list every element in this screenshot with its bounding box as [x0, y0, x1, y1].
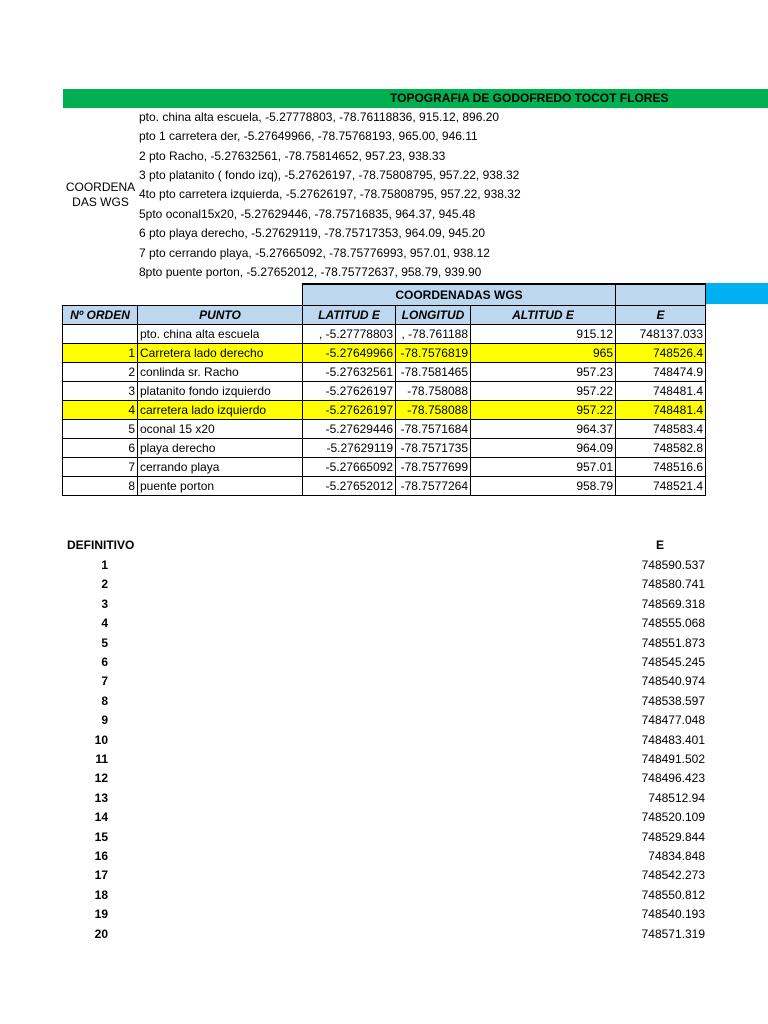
- cell-lon: -78.758088: [396, 382, 471, 401]
- list-item-number: 4: [101, 616, 108, 631]
- list-item: [63, 731, 705, 750]
- cell-punto: oconal 15 x20: [138, 420, 303, 439]
- list-item: [63, 595, 705, 614]
- list-item-number: 18: [94, 887, 108, 902]
- table-row: [63, 420, 706, 439]
- list-item-number: 12: [94, 771, 108, 786]
- list-item: [63, 634, 705, 653]
- cell-alt: 964.09: [471, 439, 616, 458]
- list-item-value: 748590.537: [641, 558, 705, 572]
- coord-line: pto 1 carretera der, -5.27649966, -78.75768193, 965.00, 946.11: [139, 129, 478, 143]
- list-item-value: 748540.193: [641, 907, 705, 922]
- list-item-value: 748491.502: [641, 752, 705, 766]
- cell-lon: -78.7571684: [396, 420, 471, 439]
- list-item-number: 15: [94, 829, 108, 844]
- table-row: [63, 439, 706, 458]
- list-item-value: 748542.273: [641, 868, 705, 883]
- cell-e: 748582.8: [616, 439, 706, 458]
- cell-e: 748521.4: [616, 477, 706, 496]
- list-item-number: 1: [101, 558, 108, 572]
- cell-e: 748481.4: [616, 401, 706, 420]
- cell-e: 748526.4: [616, 344, 706, 363]
- list-item: [63, 789, 705, 808]
- cell-punto: pto. china alta escuela: [138, 325, 303, 344]
- coord-line: pto. china alta escuela, -5.27778803, -78.76118836, 915.12, 896.20: [139, 110, 500, 124]
- table-row: [63, 382, 706, 401]
- cell-alt: 965: [471, 344, 616, 363]
- cell-orden: 5: [63, 420, 138, 439]
- cell-lat: , -5.27778803: [303, 325, 396, 344]
- definitivo-label: DEFINITIVO: [67, 538, 135, 552]
- cell-lon: -78.7571735: [396, 439, 471, 458]
- list-item: [63, 925, 705, 944]
- coord-line: 6 pto playa derecho, -5.27629119, -78.75717353, 964.09, 945.20: [139, 226, 486, 240]
- list-item-number: 11: [95, 752, 108, 766]
- list-item-value: 748545.245: [641, 655, 705, 669]
- cell-orden: 3: [63, 382, 138, 401]
- col-header-e: E: [616, 306, 706, 325]
- cell-lon: -78.7576819: [396, 344, 471, 363]
- list-item-value: 748555.068: [641, 616, 705, 631]
- list-item: [63, 672, 705, 691]
- list-item: [63, 692, 705, 711]
- table-header-row: [63, 306, 706, 325]
- coordinates-table: [62, 283, 706, 496]
- cell-punto: playa derecho: [138, 439, 303, 458]
- list-item-number: 2: [101, 577, 108, 592]
- list-item-number: 7: [101, 674, 108, 689]
- cell-lat: -5.27629446: [303, 420, 396, 439]
- list-item: [63, 750, 705, 769]
- coord-line: 3 pto platanito ( fondo izq), -5.27626197, -78.75808795, 957.22, 938.32: [139, 168, 520, 182]
- cell-punto: Carretera lado derecho: [138, 344, 303, 363]
- cell-e: 748516.6: [616, 458, 706, 477]
- list-item-value: 748580.741: [641, 577, 705, 592]
- cell-lon: -78.7577264: [396, 477, 471, 496]
- list-item-value: 748538.597: [641, 693, 705, 708]
- list-item-number: 13: [94, 790, 108, 805]
- cell-punto: platanito fondo izquierdo: [138, 382, 303, 401]
- list-item-number: 3: [101, 596, 108, 611]
- list-item-number: 20: [94, 926, 108, 941]
- list-item-number: 17: [94, 868, 108, 883]
- table-row: [63, 344, 706, 363]
- list-item-number: 19: [94, 907, 108, 922]
- cell-lat: -5.27649966: [303, 344, 396, 363]
- list-item: [63, 886, 705, 905]
- list-item-number: 10: [94, 732, 108, 747]
- list-item-value: 748483.401: [641, 732, 705, 747]
- list-item: [63, 575, 705, 594]
- cell-e: 748474.9: [616, 363, 706, 382]
- list-item-value: 748551.873: [641, 635, 705, 650]
- list-item-number: 5: [101, 635, 108, 650]
- cell-punto: cerrando playa: [138, 458, 303, 477]
- list-item: [63, 808, 705, 827]
- col-header-orden: Nº ORDEN: [63, 306, 138, 325]
- list-item: [63, 828, 705, 847]
- list-item: [63, 711, 705, 730]
- page-title: TOPOGRAFIA DE GODOFREDO TOCOT FLORES: [390, 91, 669, 105]
- cell-alt: 958.79: [471, 477, 616, 496]
- coord-line: 7 pto cerrando playa, -5.27665092, -78.75776993, 957.01, 938.12: [139, 246, 490, 260]
- cell-lon: , -78.761188: [396, 325, 471, 344]
- cell-punto: carretera lado izquierdo: [138, 401, 303, 420]
- list-item: [63, 847, 705, 866]
- list-item: [63, 769, 705, 788]
- cell-orden: 1: [63, 344, 138, 363]
- col-header-altitud: ALTITUD E: [471, 306, 616, 325]
- cell-e: 748481.4: [616, 382, 706, 401]
- cell-orden: [63, 325, 138, 344]
- list-item-value: 748550.812: [641, 887, 705, 902]
- cell-lat: -5.27665092: [303, 458, 396, 477]
- cell-punto: conlinda sr. Racho: [138, 363, 303, 382]
- table-row: [63, 401, 706, 420]
- cell-e: 748583.4: [616, 420, 706, 439]
- cell-alt: 915.12: [471, 325, 616, 344]
- list-item-number: 9: [101, 713, 108, 728]
- list-item: [63, 866, 705, 885]
- coord-line: 4to pto carretera izquierda, -5.27626197, -78.75808795, 957.22, 938.32: [139, 187, 521, 201]
- cell-orden: 2: [63, 363, 138, 382]
- col-header-punto: PUNTO: [138, 306, 303, 325]
- list-item-value: 748569.318: [641, 596, 705, 611]
- table-row: [63, 458, 706, 477]
- table-group-header-row: [63, 284, 706, 306]
- cell-lat: -5.27626197: [303, 401, 396, 420]
- group-header-wgs: COORDENADAS WGS: [303, 284, 616, 306]
- col-header-latitud: LATITUD E: [303, 306, 396, 325]
- list-item-number: 16: [94, 849, 108, 863]
- cell-lon: -78.7577699: [396, 458, 471, 477]
- cell-alt: 957.01: [471, 458, 616, 477]
- definitivo-e-label: E: [656, 538, 665, 552]
- list-item: [63, 653, 705, 672]
- cell-lon: -78.758088: [396, 401, 471, 420]
- list-item-value: 748477.048: [641, 713, 705, 728]
- coord-line: 5pto oconal15x20, -5.27629446, -78.75716835, 964.37, 945.48: [139, 207, 476, 221]
- cell-alt: 957.23: [471, 363, 616, 382]
- list-item-number: 8: [101, 693, 108, 708]
- cell-e: 748137.033: [616, 325, 706, 344]
- cell-lat: -5.27629119: [303, 439, 396, 458]
- cell-lat: -5.27626197: [303, 382, 396, 401]
- coord-line: 2 pto Racho, -5.27632561, -78.75814652, 957.23, 938.33: [139, 149, 446, 163]
- list-item: [63, 905, 705, 924]
- coordinates-label: [63, 180, 138, 210]
- cell-lat: -5.27652012: [303, 477, 396, 496]
- list-item-value: 74834.848: [648, 849, 705, 863]
- list-item-value: 748520.109: [641, 810, 705, 825]
- col-header-longitud: LONGITUD: [396, 306, 471, 325]
- cell-lon: -78.7581465: [396, 363, 471, 382]
- list-item-number: 14: [94, 810, 108, 825]
- list-item-value: 748529.844: [641, 829, 705, 844]
- list-item-value: 748496.423: [641, 771, 705, 786]
- cell-lat: -5.27632561: [303, 363, 396, 382]
- list-item-value: 748512.94: [648, 790, 705, 805]
- cell-orden: 6: [63, 439, 138, 458]
- table-row: [63, 363, 706, 382]
- cell-alt: 957.22: [471, 382, 616, 401]
- cell-orden: 8: [63, 477, 138, 496]
- table-row: [63, 477, 706, 496]
- cell-alt: 964.37: [471, 420, 616, 439]
- cell-orden: 4: [63, 401, 138, 420]
- cell-punto: puente porton: [138, 477, 303, 496]
- list-item: [63, 614, 705, 633]
- cell-orden: 7: [63, 458, 138, 477]
- header-accent-strip: [705, 283, 768, 304]
- cell-alt: 957.22: [471, 401, 616, 420]
- list-item-value: 748571.319: [641, 926, 705, 941]
- coord-line: 8pto puente porton, -5.27652012, -78.75772637, 958.79, 939.90: [139, 265, 482, 279]
- list-item: [63, 556, 705, 575]
- list-item-number: 6: [101, 655, 108, 669]
- table-row: [63, 325, 706, 344]
- list-item-value: 748540.974: [641, 674, 705, 689]
- coordinates-label-line1: COORDENA: [65, 180, 136, 194]
- coordinates-label-line2: DAS WGS: [72, 195, 129, 209]
